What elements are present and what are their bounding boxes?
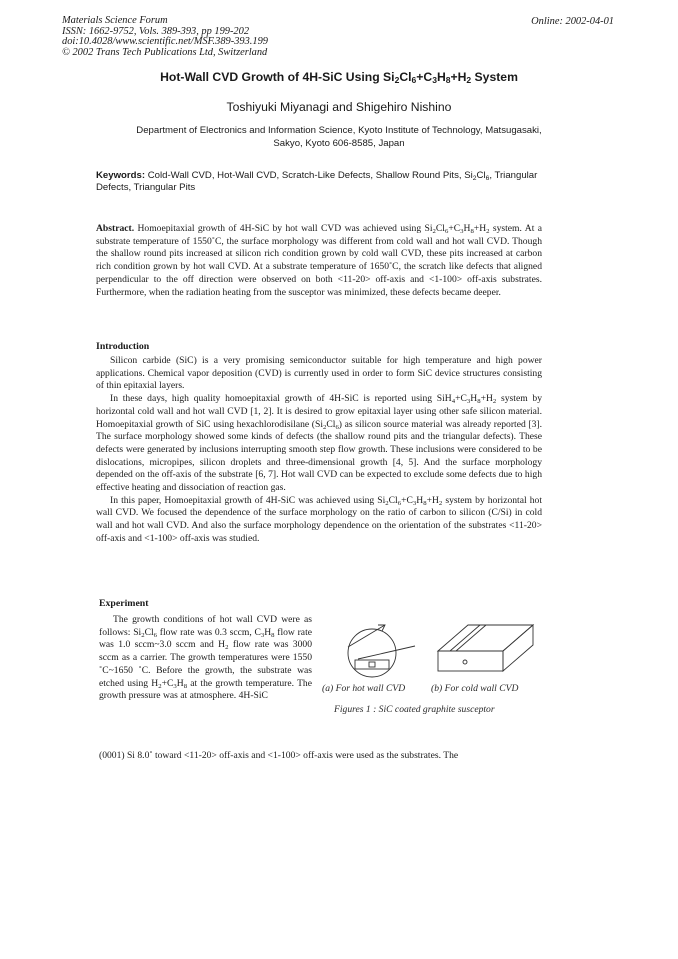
copyright-line: © 2002 Trans Tech Publications Ltd, Switzerland [62,46,268,58]
online-date: Online: 2002-04-01 [531,16,614,27]
affiliation-line-2: Sakyo, Kyoto 606-8585, Japan [273,137,405,149]
cold-wall-substrate [463,660,467,664]
intro-paragraph-2: In these days, high quality homoepitaxial growth of 4H-SiC is reported using $SiH_4+C_3H_8+H_2$ system by horizontal cold wall and hot wall CVD [1, 2]. It is desired to grow epitaxial layer using other safe silicon material. Homoepitaxial growth of SiC using hexachlorodisilane $(Si_2Cl_6)$ as silicon source material was already reported [3]. The surface morphology showed some kinds of defects (the shallow round pits and the triangular defects). These defects were generated by inclusions interrupting smooth step flow growth. These inclusions were considered to be dislocations, micropipes, silicon droplets and three-dimensional growth [4, 5]. And the surface morphology depended on the off-axis of the substrate [6, 7]. Hot wall CVD can be expected to exclude some defects due to high effective heating and dissociation of reaction gas. [96,393,543,494]
hot-wall-susceptor-block [355,660,389,669]
hot-wall-susceptor-diagram [348,625,415,677]
experiment-paragraph-1: The growth conditions of hot wall CVD were as follows: $Si_2Cl_6$ flow rate was 0.3 sccm, $C_3H_8$ flow rate was 1.0 sccm~3.0 sccm and $H_2$ flow rate was 3000 sccm as a carrier. The growth temperatures were 1550 ˚C~1650 ˚C. Before the growth, the substrate was etched using $H_2+C_3H_8$ at the growth temperature. The growth pressure was at atmosphere. 4H-SiC [99,614,312,702]
introduction-body [96,355,542,546]
intro-paragraph-1: Silicon carbide (SiC) is a very promising semiconductor suitable for high temperature and high power applications. Chemical vapor deposition (CVD) is currently used in order to form SiC device structures consisting of thin epitaxial layers. [96,355,542,392]
cold-wall-block-side [503,625,533,671]
affiliation [96,125,582,150]
figure-caption-a: (a) For hot wall CVD [322,683,406,694]
abstract-label: Abstract. [96,223,135,234]
authors: Toshiyuki Miyanagi and Shigehiro Nishino [226,100,452,114]
experiment-heading: Experiment [99,598,149,609]
intro-paragraph-3: In this paper, Homoepitaxial growth of 4H-SiC was achieved using $Si_2Cl_6+C_3H_8+H_2$ system by horizontal hot wall CVD. We focused the dependence of the surface morphology on the ratio of carbon to silicon (C/Si) in cold wall and hot wall CVD. And also the surface morphology dependence on the orientation of the substrates <11-20> off-axis and <1-100> off-axis was studied. [96,494,542,544]
issn-line: ISSN: 1662-9752, Vols. 389-393, pp 199-202 [62,25,250,37]
affiliation-line-1: Department of Electronics and Information Science, Kyoto Institute of Technology, Matsugasaki, [136,125,542,136]
hot-wall-substrate [369,662,375,667]
figure-caption-b: (b) For cold wall CVD [431,683,519,694]
journal-header [62,16,362,58]
cold-wall-susceptor-diagram [438,625,533,671]
experiment-paragraph-2: (0001) Si 8.0˚ toward <11-20> off-axis and <1-100> off-axis were used as the substrates. The [99,750,459,761]
cold-wall-block-front [438,651,503,671]
hot-wall-arrow-shaft [348,625,385,647]
cold-wall-block-top [438,625,533,651]
journal-name: Materials Science Forum [62,15,168,26]
keywords-label: Keywords: [96,170,146,181]
cold-wall-groove-2 [456,625,486,651]
hot-wall-tube [348,629,396,677]
cold-wall-groove-1 [450,625,480,651]
doi-line: doi:10.4028/www.scientific.net/MSF.389-393.199 [62,36,268,48]
figure-1-caption: Figures 1 : SiC coated graphite susceptor [334,704,495,715]
introduction-heading: Introduction [96,341,150,352]
hot-wall-gas-line [358,646,415,659]
abstract: Abstract. Homoepitaxial growth of 4H-SiC by hot wall CVD was achieved using $Si_2Cl_6+C_3H_8+H_2$ system. At a substrate temperature of 1550˚C, the surface morphology was different from cold wall and hot wall CVD. Though the shallow round pits increased at silicon rich condition grown by cold wall CVD, these pits increased at carbon rich condition grown by hot wall CVD. At a substrate temperature of 1650˚C, the scratch like defects that aligned perpendicular to the off direction were observed on both <11-20> off-axis and <1-100> off-axis substrates. Furthermore, when the radiation heating from the susceptor was minimized, these defects became deeper. [96,223,542,298]
paper-title: Hot-Wall CVD Growth of 4H-SiC Using $Si_2Cl_6+C_3H_8+H_2$ System [160,70,518,85]
experiment-body [99,614,312,703]
figure-1 [318,620,548,682]
keywords: Keywords: Cold-Wall CVD, Hot-Wall CVD, Scratch-Like Defects, Shallow Round Pits, $Si_2Cl_6$, Triangular Defects, Triangular Pits [96,170,538,193]
